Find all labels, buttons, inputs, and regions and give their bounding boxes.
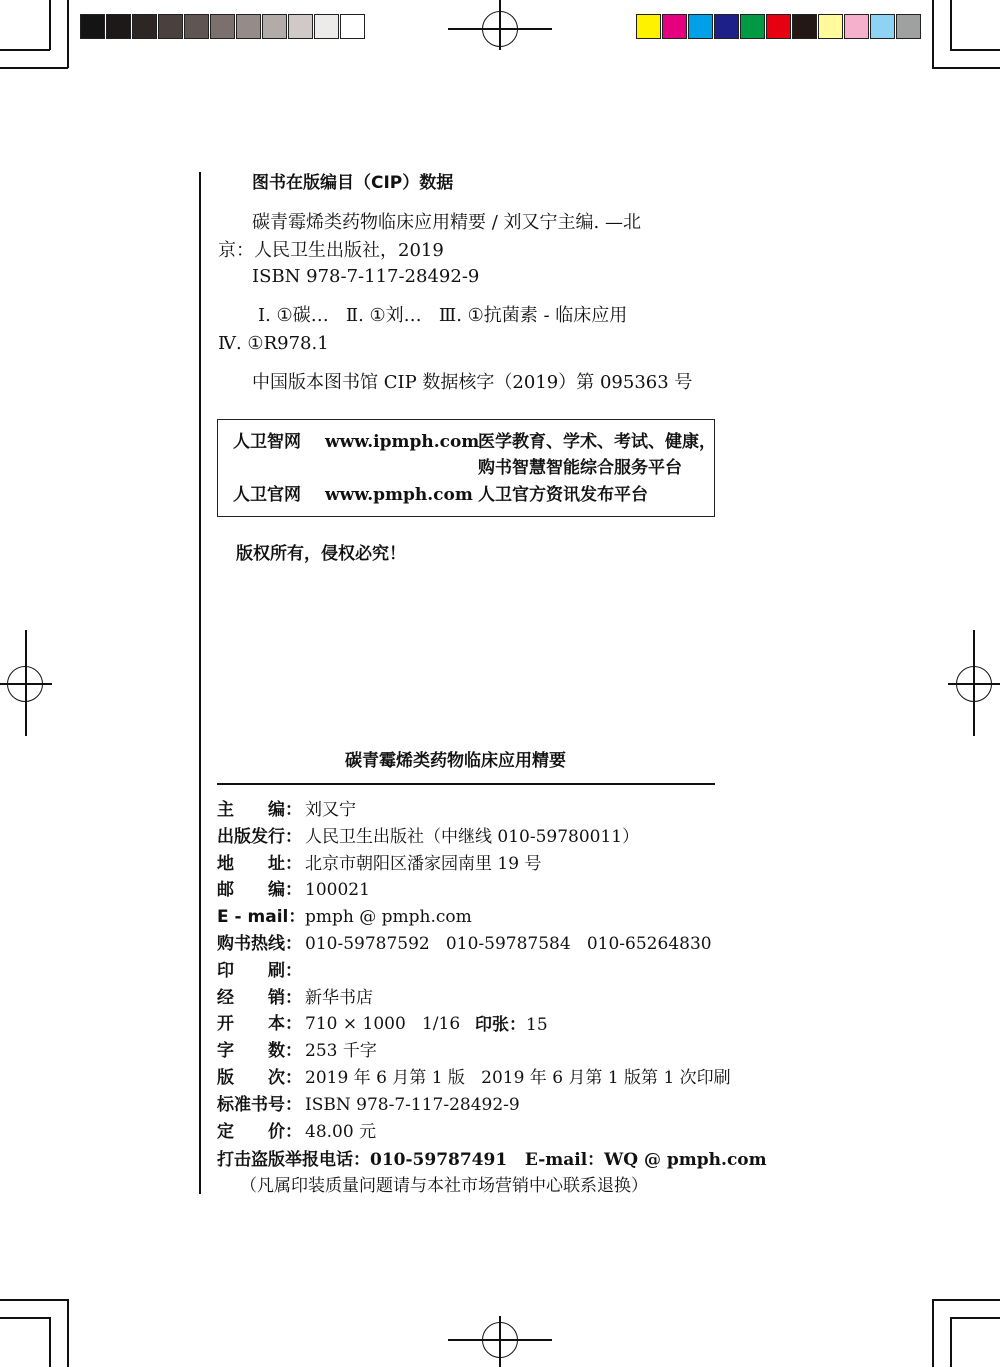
colophon-label: 邮 编： [217,880,302,901]
colophon-row [217,799,356,821]
color-swatch [896,14,921,39]
colophon-label: 购书热线： [217,934,302,954]
site-name-ipmph: 人卫智网 [233,432,301,452]
colophon-row [217,826,639,848]
crop-mark [49,1317,51,1367]
colophon-label: 定 价： [217,1121,302,1142]
crop-mark [932,0,934,68]
crop-mark [932,67,1000,69]
crop-mark [950,0,952,50]
crop-mark [950,49,1000,51]
colophon-label: E - mail： [217,907,306,928]
site-name-pmph: 人卫官网 [233,485,301,505]
gray-swatch [132,14,157,39]
colophon-row [217,960,305,982]
colophon-value: 253 千字 [305,1041,377,1062]
page-margin-line [199,172,201,1194]
crop-mark [49,0,51,50]
colophon-row [217,1121,376,1143]
cip-record-number: 中国版本图书馆 CIP 数据核字（2019）第 095363 号 [252,372,693,393]
cip-heading: 图书在版编目（CIP）数据 [252,173,454,193]
colophon-value: 刘又宁 [305,800,356,820]
colophon-label: 出版发行： [217,826,302,847]
site-desc-ipmph-2: 购书智慧智能综合服务平台 [478,458,682,478]
returns-note: （凡属印装质量问题请与本社市场营销中心联系退换） [240,1176,648,1196]
colophon-label: 经 销： [217,987,302,1008]
color-swatch [688,14,713,39]
cip-line-1: 碳青霉烯类药物临床应用精要 / 刘又宁主编. —北 [252,212,641,233]
colophon-label: 开 本： [217,1014,302,1035]
colophon-rule [217,783,715,785]
piracy-report-line: 打击盗版举报电话：010-59787491 E-mail：WQ @ pmph.com [217,1150,767,1170]
colophon-label: 主 编： [217,800,302,820]
crop-mark [0,1299,68,1301]
colophon-value: 新华书店 [305,987,373,1008]
color-swatch [636,14,661,39]
colophon-row [217,906,472,928]
colophon-value: 010-59787592 010-59787584 010-65264830 [305,934,712,954]
colophon-value: ISBN 978-7-117-28492-9 [305,1094,520,1115]
print-sheets [475,1014,548,1036]
color-swatch [818,14,843,39]
color-swatch [792,14,817,39]
site-desc-ipmph-1: 医学教育、学术、考试、健康， [478,432,716,452]
site-desc-pmph: 人卫官方资讯发布平台 [478,485,648,505]
colophon-row [217,987,373,1009]
colophon-label: 标准书号： [217,1094,302,1115]
gray-swatch [340,14,365,39]
copyright-notice: 版权所有，侵权必究！ [236,544,406,564]
gray-swatch [314,14,339,39]
gray-swatch [262,14,287,39]
crop-mark [0,1317,50,1319]
colophon-value: 人民卫生出版社（中继线 010-59780011） [305,826,640,847]
colophon-title: 碳青霉烯类药物临床应用精要 [345,751,566,771]
color-swatch [662,14,687,39]
cip-subjects-1: Ⅰ. ①碳… Ⅱ. ①刘… Ⅲ. ①抗菌素 - 临床应用 [258,305,628,326]
gray-swatch [236,14,261,39]
colophon-row [217,1094,520,1116]
color-swatch [714,14,739,39]
gray-swatch [158,14,183,39]
crop-mark [0,67,68,69]
cip-subjects-2: Ⅳ. ①R978.1 [218,333,329,354]
color-swatch [740,14,765,39]
cip-line-2: 京：人民卫生出版社，2019 [218,240,444,261]
colophon-row [217,1013,460,1035]
colophon-value: pmph @ pmph.com [305,907,472,928]
colophon-row [217,1040,377,1062]
crop-mark [67,0,69,68]
crop-mark [950,1317,952,1367]
colophon-row [217,1067,731,1089]
gray-swatch [184,14,209,39]
gray-swatch [288,14,313,39]
colophon-value: 48.00 元 [305,1121,377,1142]
print-sheets-label: 印张： [475,1015,526,1035]
site-url-ipmph[interactable]: www.ipmph.com [325,432,480,452]
crop-mark [932,1299,934,1367]
colophon-label: 地 址： [217,853,302,874]
crop-mark [67,1299,69,1367]
colophon-row [217,853,541,875]
crop-mark [932,1299,1000,1301]
color-swatch [844,14,869,39]
colophon-row [217,879,370,901]
color-swatch [870,14,895,39]
gray-swatch [210,14,235,39]
colophon-value: 710 × 1000 1/16 [305,1014,461,1035]
colophon-value: 北京市朝阳区潘家园南里 19 号 [305,853,542,874]
colophon-label: 版 次： [217,1068,302,1088]
crop-mark [0,49,50,51]
cip-isbn: ISBN 978-7-117-28492-9 [252,266,480,287]
color-swatch [766,14,791,39]
gray-swatch [80,14,105,39]
print-sheets-value: 15 [526,1015,548,1035]
colophon-value: 100021 [305,880,370,901]
colophon-label: 字 数： [217,1041,302,1062]
crop-mark [950,1317,1000,1319]
colophon-row [217,933,712,955]
colophon-value: 2019 年 6 月第 1 版 2019 年 6 月第 1 版第 1 次印刷 [305,1068,731,1088]
website-info-box [217,419,715,517]
site-url-pmph[interactable]: www.pmph.com [325,485,473,505]
gray-swatch [106,14,131,39]
colophon-label: 印 刷： [217,960,302,981]
